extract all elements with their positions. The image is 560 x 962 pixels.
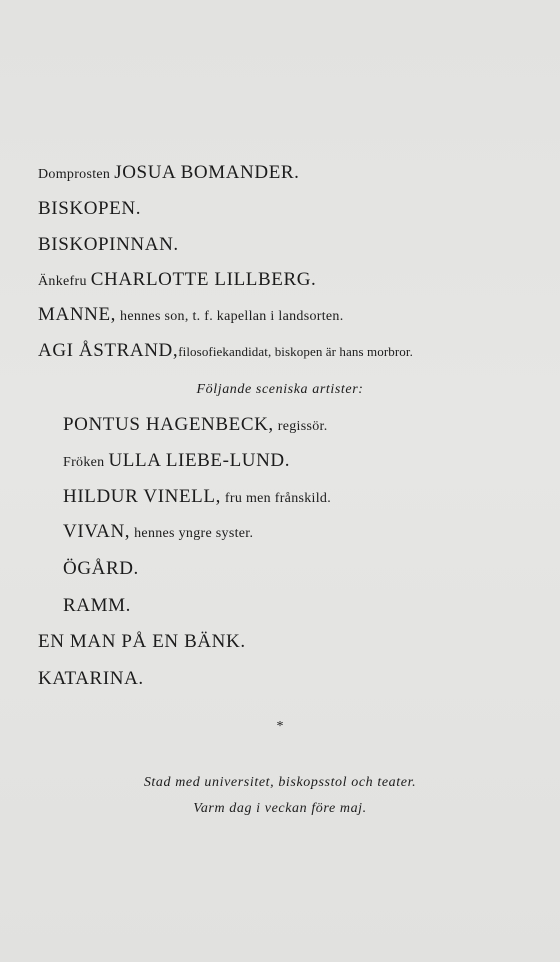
cast-title: Änkefru [38,274,87,289]
extra-entry-katarina [38,669,144,688]
artist-name: ÖGÅRD. [63,558,139,579]
cast-name: AGI ÅSTRAND, [38,340,179,361]
artist-entry-pontus [63,415,328,434]
cast-description: filosofiekandidat, biskopen är hans morbror. [178,344,413,359]
cast-name: CHARLOTTE LILLBERG. [90,269,317,290]
setting-line-1 [0,774,560,790]
cast-name: BISKOPEN. [38,198,142,219]
cast-entry-josua [38,163,300,182]
setting-text: Stad med universitet, biskopsstol och teater. [143,775,417,790]
artist-name: PONTUS HAGENBECK, [63,414,274,435]
artists-heading-text: Följande sceniska artister: [196,382,364,397]
cast-title: Domprosten [38,167,111,182]
artist-title: Fröken [63,455,105,470]
extra-name: EN MAN PÅ EN BÄNK. [38,631,246,652]
artist-entry-hildur [63,487,331,506]
artist-name: HILDUR VINELL, [63,486,221,507]
artists-heading [0,381,560,397]
artist-name: ULLA LIEBE-LUND. [108,450,291,471]
cast-entry-manne [38,305,344,324]
section-separator [0,718,560,734]
artist-entry-ramm [63,596,131,615]
cast-description: hennes son, t. f. kapellan i landsorten. [120,309,344,324]
cast-entry-agi [38,341,413,360]
artist-description: fru men frånskild. [224,491,332,506]
artist-entry-ulla [63,451,290,470]
artist-name: RAMM. [63,595,131,616]
setting-text: Varm dag i veckan före maj. [193,801,367,816]
asterism: * [276,719,284,734]
cast-name: BISKOPINNAN. [38,234,179,255]
cast-entry-biskopinnan [38,235,179,254]
artist-name: VIVAN, [63,521,131,542]
extra-entry-man-pa-bank [38,632,246,651]
artist-description: regissör. [277,419,328,434]
cast-entry-biskopen [38,199,141,218]
artist-entry-vivan [63,522,253,541]
artist-description: hennes yngre syster. [134,526,254,541]
cast-entry-charlotte [38,270,316,289]
cast-name: JOSUA BOMANDER. [114,162,300,183]
extra-name: KATARINA. [38,668,144,689]
artist-entry-ogard [63,559,139,578]
setting-line-2 [0,800,560,816]
cast-name: MANNE, [38,304,117,325]
